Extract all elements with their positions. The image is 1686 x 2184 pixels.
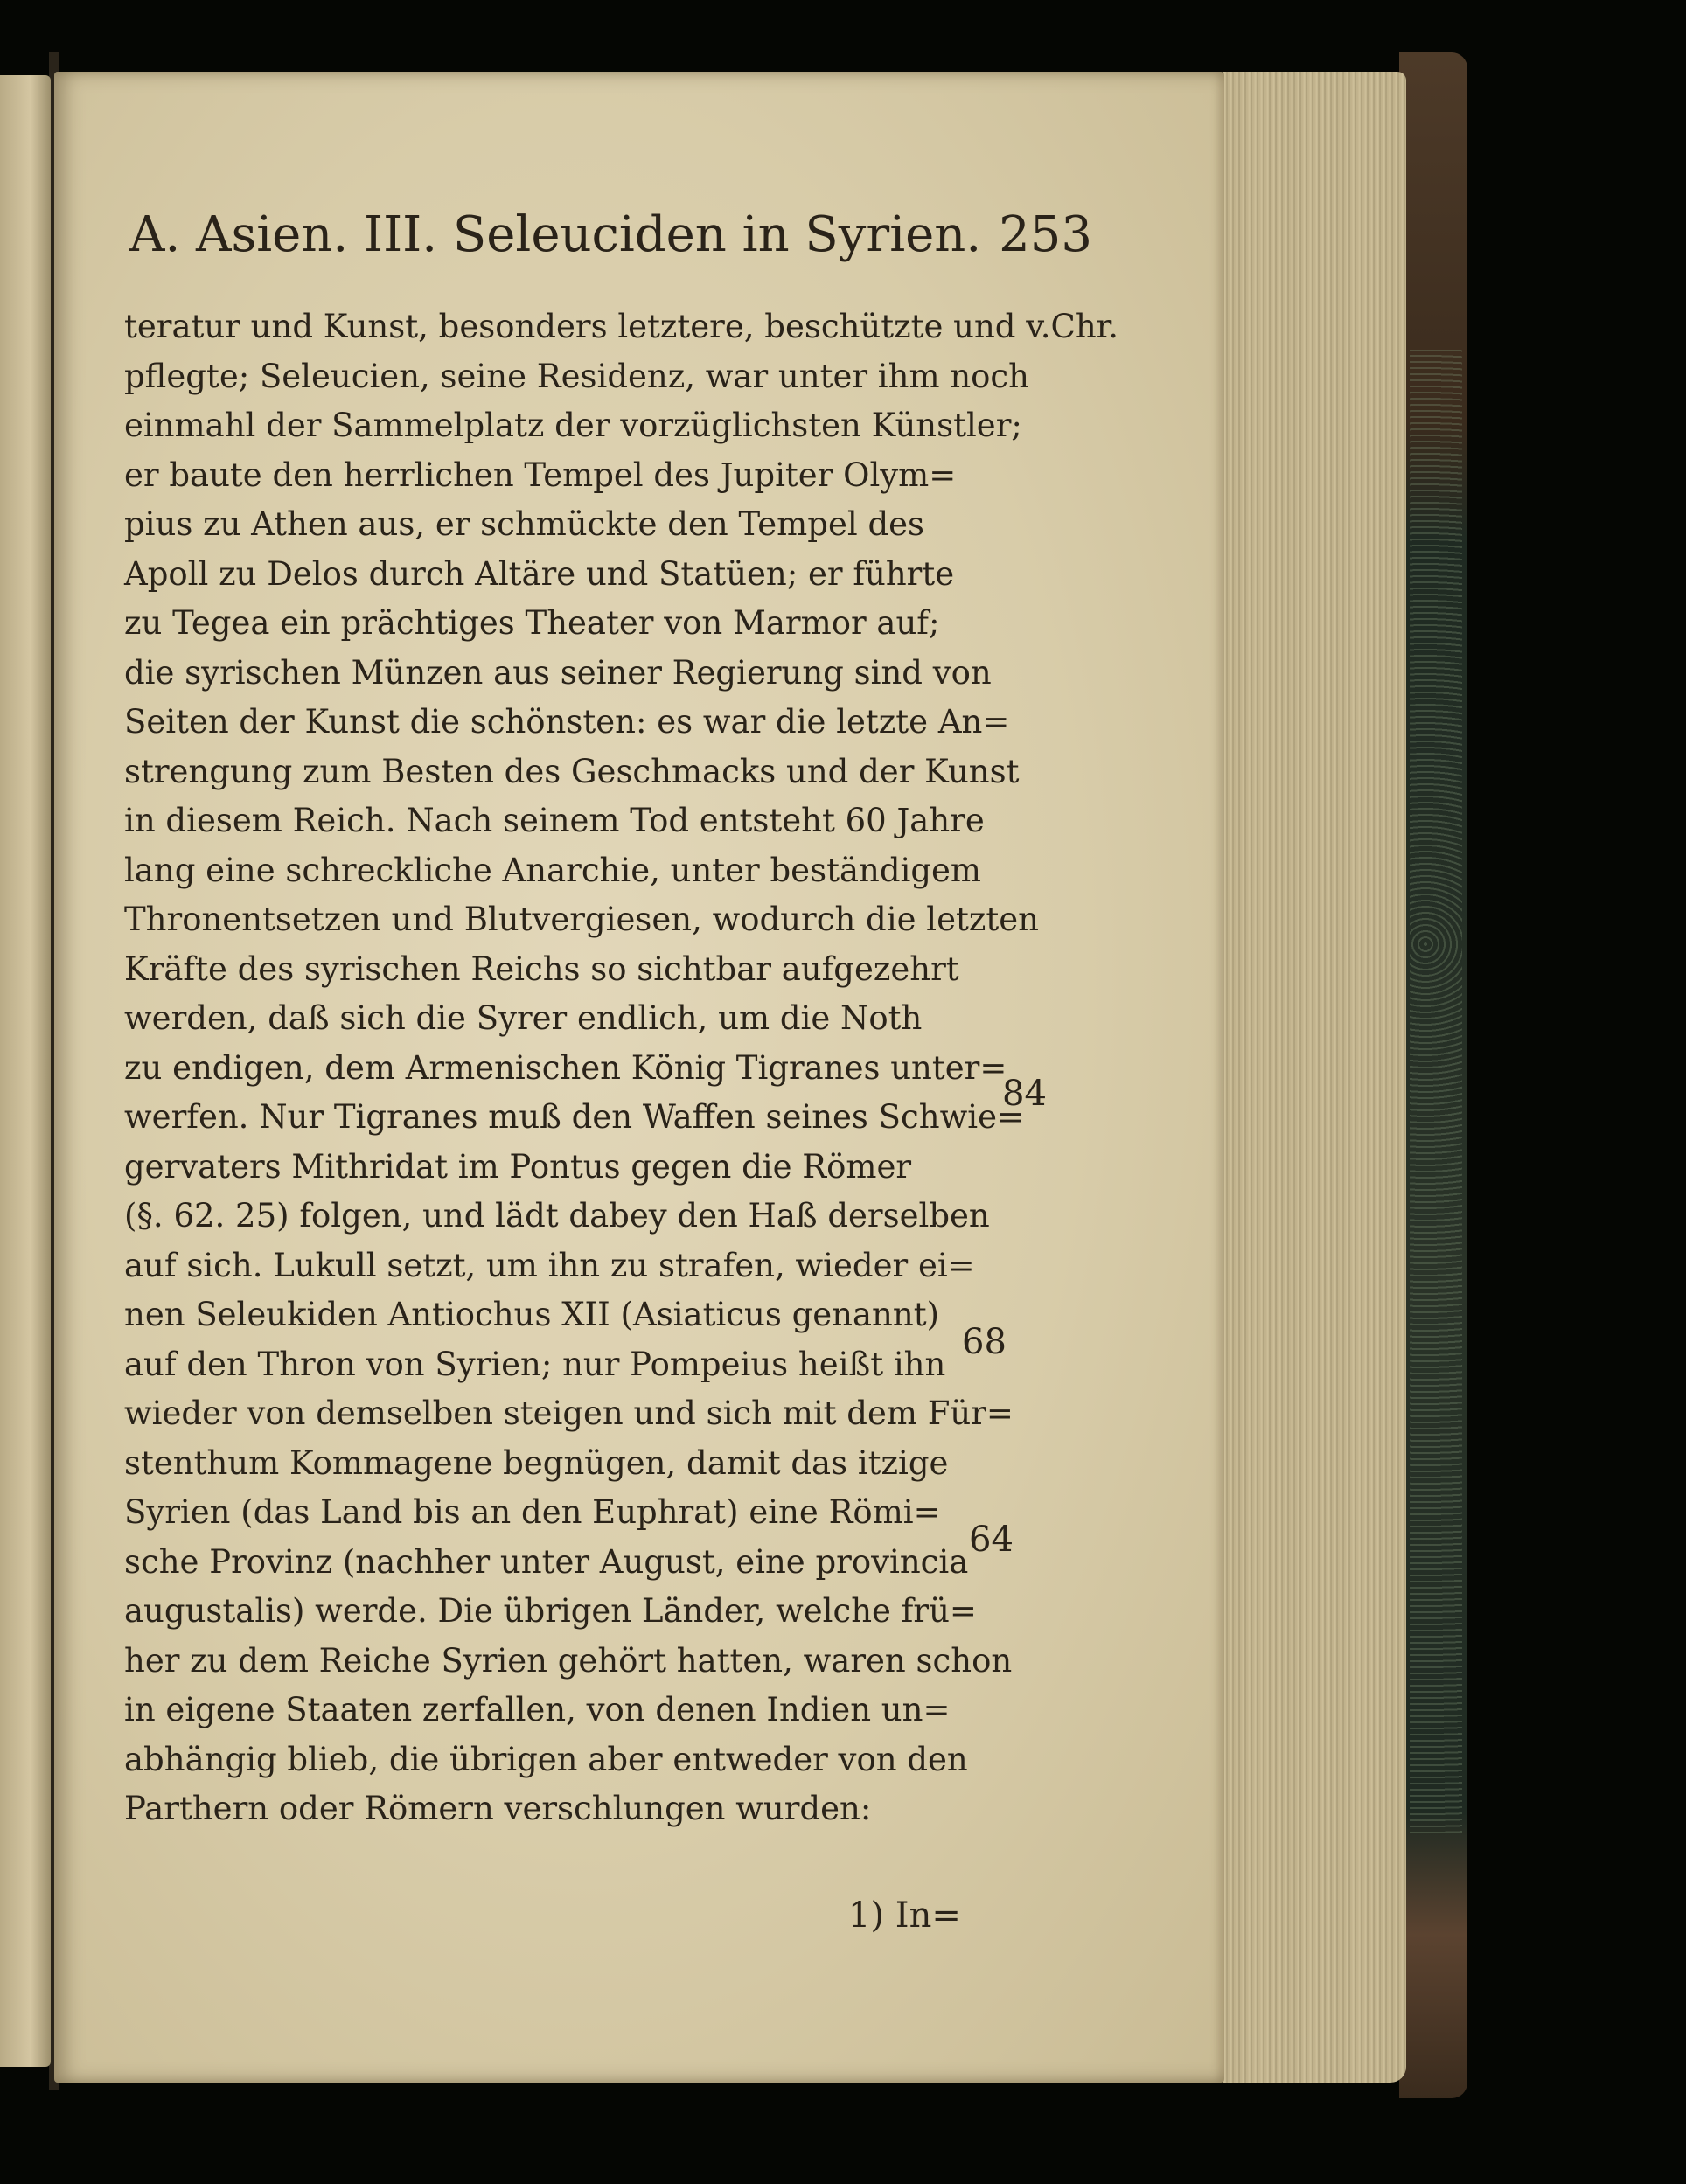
cover-marbling (1410, 350, 1462, 1836)
text-line: Apoll zu Delos durch Altäre und Statüen; er führte (124, 554, 955, 593)
facing-page-edge (0, 75, 51, 2067)
text-line: stenthum Kommagene begnügen, damit das itzige (124, 1443, 949, 1482)
text-line: pflegte; Seleucien, seine Residenz, war unter ihm noch (124, 357, 1029, 395)
text-line: auf den Thron von Syrien; nur Pompeius heißt ihn (124, 1345, 946, 1383)
text-line: nen Seleukiden Antiochus XII (Asiaticus genannt) (124, 1296, 940, 1333)
text-line: werden, daß sich die Syrer endlich, um die Noth (124, 999, 923, 1037)
text-line: wieder von demselben steigen und sich mit dem Für= (124, 1395, 1014, 1432)
page-block-edges (1223, 72, 1406, 2083)
text-line: auf sich. Lukull setzt, um ihn zu strafen, wieder ei= (124, 1246, 975, 1284)
text-line: pius zu Athen aus, er schmückte den Tempel des (124, 505, 925, 543)
text-line: in diesem Reich. Nach seinem Tod entsteht 60 Jahre (124, 802, 985, 839)
text-line: die syrischen Münzen aus seiner Regierung sind von (124, 653, 992, 692)
text-line: werfen. Nur Tigranes muß den Waffen seines Schwie= (124, 1098, 1024, 1136)
text-line: Syrien (das Land bis an den Euphrat) eine Römi= (124, 1493, 941, 1531)
text-line: teratur und Kunst, besonders letztere, beschützte und v.Chr. (124, 308, 1119, 345)
text-line: gervaters Mithridat im Pontus gegen die Römer (124, 1147, 912, 1186)
text-line: abhängig blieb, die übrigen aber entweder von den (124, 1740, 968, 1778)
text-line: zu endigen, dem Armenischen König Tigranes unter= (124, 1048, 1007, 1087)
text-line: her zu dem Reiche Syrien gehört hatten, waren schon (124, 1641, 1013, 1680)
text-line: Parthern oder Römern verschlungen wurden: (124, 1790, 872, 1827)
text-line: in eigene Staaten zerfallen, von denen Indien un= (124, 1691, 951, 1728)
text-line: lang eine schreckliche Anarchie, unter beständigem (124, 851, 982, 889)
text-line: er baute den herrlichen Tempel des Jupiter Olym= (124, 456, 957, 494)
running-title: A. Asien. III. Seleuciden in Syrien. (129, 206, 982, 263)
text-line: sche Provinz (nachher unter August, eine provincia (124, 1542, 969, 1581)
text-line: (§. 62. 25) folgen, und lädt dabey den Haß derselben (124, 1197, 990, 1235)
margin-year: 68 (962, 1322, 1007, 1362)
margin-year: 84 (1002, 1074, 1047, 1114)
text-line: zu Tegea ein prächtiges Theater von Marmor auf; (124, 604, 940, 642)
text-line: Kräfte des syrischen Reichs so sichtbar aufgezehrt (124, 949, 959, 988)
page-number: 253 (999, 206, 1093, 263)
text-line: einmahl der Sammelplatz der vorzüglichsten Künstler; (124, 407, 1022, 444)
text-line: Seiten der Kunst die schönsten: es war die letzte An= (124, 703, 1010, 741)
catchword: 1) In= (848, 1895, 961, 1936)
text-line: augustalis) werde. Die übrigen Länder, welche frü= (124, 1592, 977, 1630)
page-header (129, 206, 1093, 276)
text-line: Thronentsetzen und Blutvergiesen, wodurch die letzten (124, 901, 1039, 938)
text-line: strengung zum Besten des Geschmacks und der Kunst (124, 752, 1020, 790)
margin-year: 64 (969, 1520, 1014, 1560)
